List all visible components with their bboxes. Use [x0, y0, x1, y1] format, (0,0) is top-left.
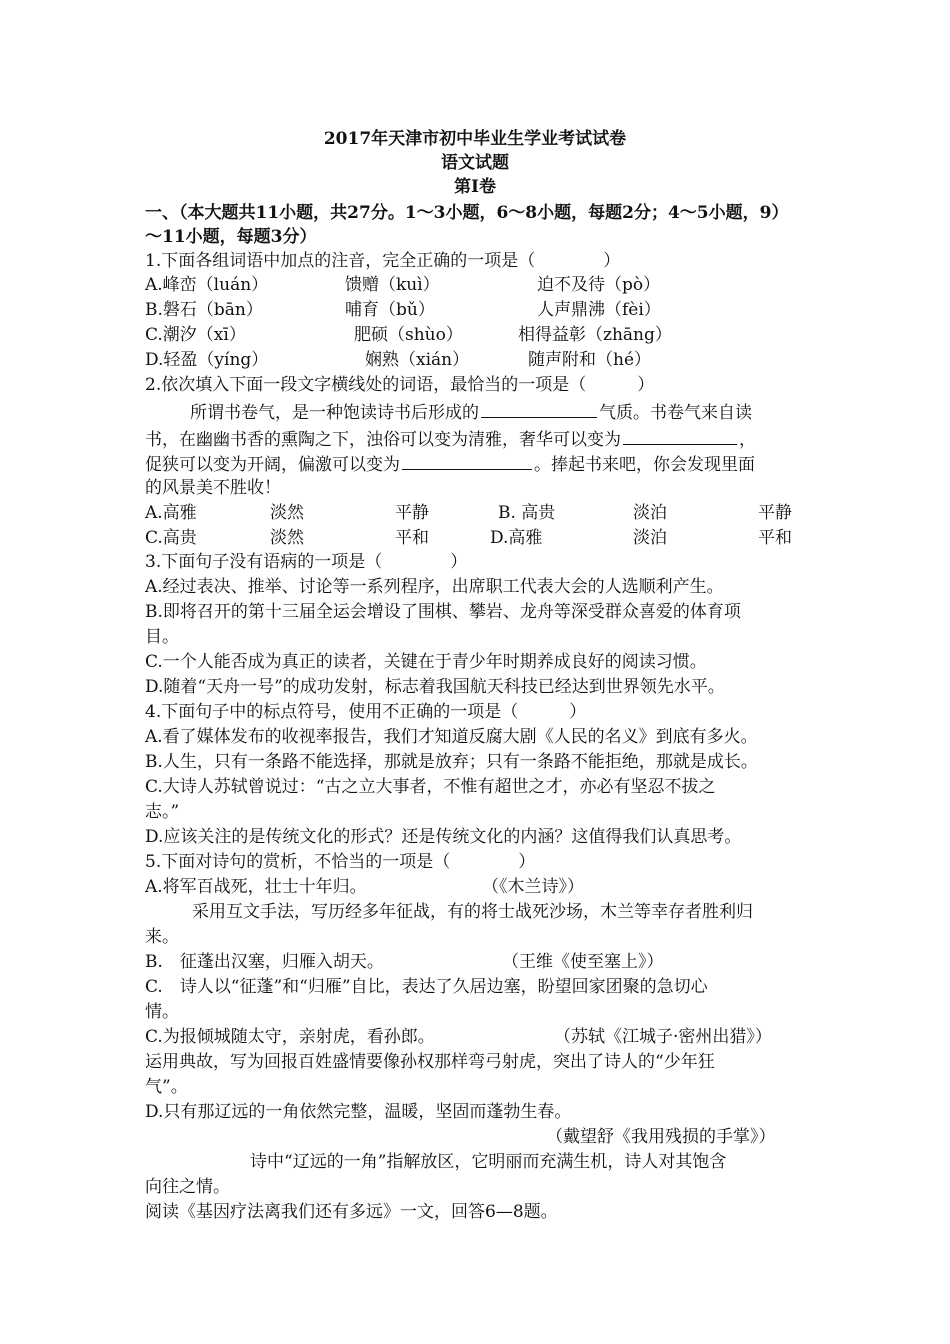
q3-option-d: D.随着“天舟一号”的成功发射，标志着我国航天科技已经达到世界领先水平。: [145, 677, 725, 697]
q2-passage-text: 书，在幽幽书香的熏陶之下，浊俗可以变为清雅，奢华可以变为: [145, 430, 621, 450]
q2-blank-3: [402, 452, 532, 470]
q2-option-cell: 淡然: [270, 528, 304, 548]
q1-option-d-3: 随声附和（hé）: [528, 350, 652, 370]
q2-option-cell: 淡泊: [633, 503, 667, 523]
q2-option-cell: 平静: [758, 503, 792, 523]
q2-passage-line2: [145, 427, 756, 451]
q1-option-c-3: 相得益彰（zhāng）: [518, 325, 672, 345]
q3-stem: 3.下面句子没有语病的一项是（ ）: [145, 552, 468, 572]
q1-option-b-1: B.磐石（bān）: [145, 300, 263, 320]
q3-option-a: A.经过表决、推举、讨论等一系列程序，出席职工代表大会的人选顺利产生。: [145, 577, 724, 597]
q4-option-d: D.应该关注的是传统文化的形式？还是传统文化的内涵？这值得我们认真思考。: [145, 827, 742, 847]
q1-option-a-3: 迫不及待（pò）: [537, 275, 661, 295]
q5-option-c-note-line2: 气”。: [145, 1077, 188, 1097]
q4-option-a: A.看了媒体发布的收视率报告，我们才知道反腐大剧《人民的名义》到底有多火。: [145, 727, 758, 747]
q4-option-c-line2: 志。”: [145, 802, 180, 822]
q4-option-b: B.人生，只有一条路不能选择，那就是放弃；只有一条路不能拒绝，那就是成长。: [145, 752, 758, 772]
q2-passage-text: 气质。书卷气来自读: [599, 403, 752, 423]
q5-option-b-source: （王维《使至塞上》）: [502, 952, 664, 972]
q5-option-d-line: D.只有那辽远的一角依然完整，温暖，坚固而蓬勃生春。: [145, 1102, 572, 1122]
q1-option-c-2: 肥硕（shùo）: [354, 325, 463, 345]
q1-option-a-1: A.峰峦（luán）: [145, 275, 269, 295]
q2-passage-line4: 的风景美不胜收！: [145, 478, 281, 498]
q5-option-b-line: B. 征蓬出汉塞，归雁入胡天。: [145, 952, 384, 972]
q2-passage-text: 促狭可以变为开阔，偏激可以变为: [145, 455, 400, 475]
q4-stem: 4.下面句子中的标点符号，使用不正确的一项是（ ）: [145, 702, 587, 722]
q2-option-cell: 平静: [395, 503, 429, 523]
q5-option-a-note-line1: 采用互文手法，写历经多年征战，有的将士战死沙场，木兰等幸存者胜利归: [192, 902, 753, 922]
section-heading-line1: 一、（本大题共11小题，共27分。1～3小题，6～8小题，每题2分；4～5小题，9）: [145, 203, 789, 223]
q5-option-d-note-line1: 诗中“辽远的一角”指解放区，它明丽而充满生机，诗人对其饱含: [250, 1152, 727, 1172]
q1-option-d-2: 娴熟（xián）: [365, 350, 470, 370]
q1-stem: 1.下面各组词语中加点的注音，完全正确的一项是（ ）: [145, 251, 621, 271]
q5-stem: 5.下面对诗句的赏析，不恰当的一项是（ ）: [145, 852, 536, 872]
exam-title: 2017年天津市初中毕业生学业考试试卷: [323, 129, 627, 149]
q5-option-c-note-line1: 运用典故，写为回报百姓盛情要像孙权那样弯弓射虎，突出了诗人的“少年狂: [145, 1052, 715, 1072]
q5-option-a-line: A.将军百战死，壮士十年归。: [145, 877, 367, 897]
q3-option-c: C.一个人能否成为真正的读者，关键在于青少年时期养成良好的阅读习惯。: [145, 652, 707, 672]
q2-passage-text: 所谓书卷气，是一种饱读诗书后形成的: [190, 403, 479, 423]
q2-stem: 2.依次填入下面一段文字横线处的词语，最恰当的一项是（ ）: [145, 375, 655, 395]
section-heading-line2: ～11小题，每题3分）: [145, 227, 317, 247]
q5-option-a-source: （《木兰诗》）: [482, 877, 584, 897]
q5-option-c-line: C.为报倾城随太守，亲射虎，看孙郎。: [145, 1027, 435, 1047]
q5-option-d-source: （戴望舒《我用残损的手掌》）: [546, 1127, 776, 1147]
q2-option-cell: 平和: [395, 528, 429, 548]
q2-option-cell: B. 高贵: [498, 503, 556, 523]
q2-option-cell: C.高贵: [145, 528, 197, 548]
q2-passage-line3: [145, 452, 755, 476]
q3-option-b-line1: B.即将召开的第十三届全运会增设了围棋、攀岩、龙舟等深受群众喜爱的体育项: [145, 602, 741, 622]
q5-option-b-note-line2: 情。: [145, 1002, 179, 1022]
q2-passage-text: 。捧起书来吧，你会发现里面: [534, 455, 755, 475]
q2-blank-2: [623, 427, 737, 445]
reading-intro: 阅读《基因疗法离我们还有多远》一文，回答6—8题。: [145, 1202, 558, 1222]
q2-option-cell: 淡泊: [633, 528, 667, 548]
q2-option-cell: D.高雅: [490, 528, 543, 548]
q5-option-b-note-line1: C. 诗人以“征蓬”和“归雁”自比，表达了久居边塞，盼望回家团聚的急切心: [145, 977, 708, 997]
subject-title: 语文试题: [441, 153, 509, 173]
q3-option-b-line2: 目。: [145, 627, 179, 647]
q2-blank-1: [481, 400, 597, 418]
q5-option-d-note-line2: 向往之情。: [145, 1177, 230, 1197]
q2-option-cell: A.高雅: [145, 503, 197, 523]
q5-option-a-note-line2: 来。: [145, 927, 179, 947]
volume-title: 第Ⅰ卷: [454, 177, 496, 197]
q4-option-c-line1: C.大诗人苏轼曾说过：“古之立大事者，不惟有超世之才，亦必有坚忍不拔之: [145, 777, 716, 797]
q2-passage-text: ，: [739, 430, 756, 450]
q1-option-d-1: D.轻盈（yíng）: [145, 350, 269, 370]
q2-option-cell: 淡然: [270, 503, 304, 523]
q1-option-c-1: C.潮汐（xī）: [145, 325, 246, 345]
q1-option-a-2: 馈赠（kuì）: [345, 275, 440, 295]
q2-passage-line1: [190, 400, 752, 424]
q5-option-c-source: （苏轼《江城子·密州出猎》）: [554, 1027, 772, 1047]
q2-option-cell: 平和: [758, 528, 792, 548]
q1-option-b-2: 哺育（bǔ）: [345, 300, 435, 320]
q1-option-b-3: 人声鼎沸（fèi）: [537, 300, 661, 320]
